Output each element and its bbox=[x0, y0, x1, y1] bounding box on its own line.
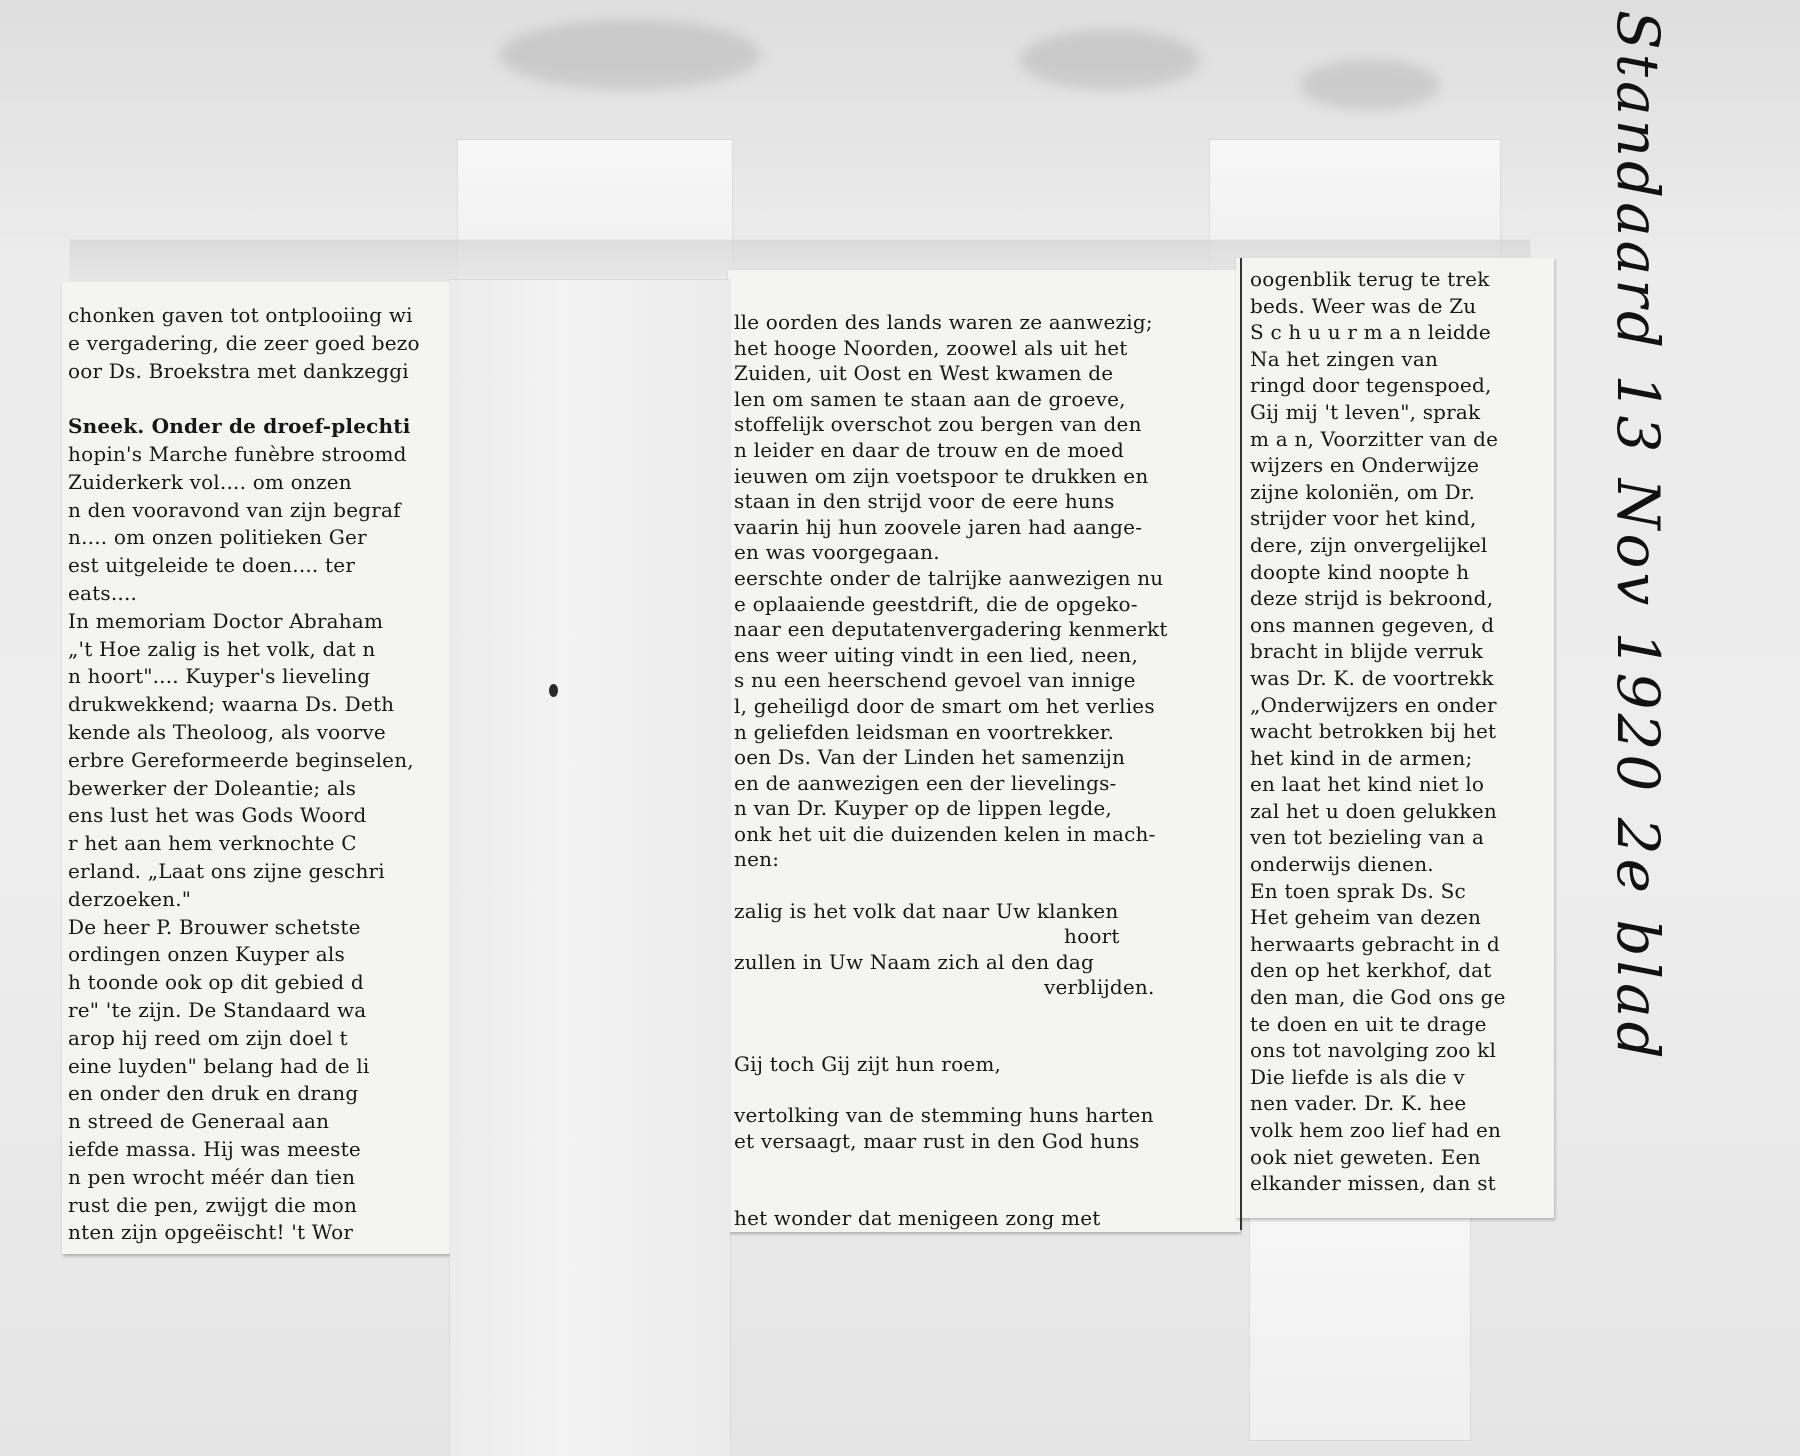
text-line: ons mannen gegeven, d bbox=[1250, 612, 1495, 637]
text-line: te doen en uit te drage bbox=[1250, 1011, 1487, 1036]
text-line: nen: bbox=[734, 847, 780, 872]
text-line: hoort bbox=[1064, 924, 1120, 949]
text-line: chonken gaven tot ontplooiing wi bbox=[68, 303, 413, 327]
text-line: volk hem zoo lief had en bbox=[1250, 1118, 1502, 1142]
text-line: n.... om onzen politieken Ger bbox=[68, 525, 367, 550]
text-line: s nu een heerschend gevoel van innige bbox=[734, 668, 1136, 693]
text-line: In memoriam Doctor Abraham bbox=[68, 608, 384, 633]
text-line: oogenblik terug te trek bbox=[1250, 267, 1490, 291]
text-line: arop hij reed om zijn doel t bbox=[68, 1025, 348, 1050]
text-line: ordingen onzen Kuyper als bbox=[68, 942, 345, 967]
text-line: Sneek. Onder de droef-plechti bbox=[68, 414, 411, 439]
text-line: het wonder dat menigeen zong met bbox=[734, 1205, 1101, 1230]
text-line bbox=[68, 385, 460, 413]
text-line: Gij toch Gij zijt hun roem, bbox=[734, 1052, 1002, 1077]
text-line: h toonde ook op dit gebied d bbox=[68, 970, 364, 995]
text-line: ens lust het was Gods Woord bbox=[68, 803, 367, 828]
text-line: derzoeken." bbox=[68, 886, 192, 911]
text-line: ons tot navolging zoo kl bbox=[1250, 1038, 1497, 1063]
right-column-text bbox=[1250, 266, 1550, 1197]
text-line: erbre Gereformeerde beginselen, bbox=[68, 747, 414, 772]
tape-strip bbox=[1250, 1200, 1470, 1440]
text-line: onk het uit die duizenden kelen in mach- bbox=[734, 821, 1156, 846]
paper-stain bbox=[1300, 60, 1440, 110]
text-line: e oplaaiende geestdrift, die de opgeko- bbox=[734, 591, 1138, 616]
text-line: dere, zijn onvergelijkel bbox=[1250, 532, 1488, 557]
text-line: den man, die God ons ge bbox=[1250, 985, 1506, 1010]
text-line: n pen wrocht méér dan tien bbox=[68, 1164, 356, 1189]
middle-column-text bbox=[734, 310, 1236, 1231]
text-line: herwaarts gebracht in d bbox=[1250, 931, 1500, 956]
text-line: verblijden. bbox=[1044, 975, 1155, 1000]
text-line: n streed de Generaal aan bbox=[68, 1109, 330, 1134]
text-line: Na het zingen van bbox=[1250, 346, 1439, 371]
text-line: ven tot bezieling van a bbox=[1250, 825, 1485, 850]
text-line: doopte kind noopte h bbox=[1250, 559, 1470, 584]
text-line: iefde massa. Hij was meeste bbox=[68, 1136, 361, 1161]
text-line: en laat het kind niet lo bbox=[1250, 772, 1485, 797]
text-line: n geliefden leidsman en voortrekker. bbox=[734, 719, 1115, 744]
text-line: stoffelijk overschot zou bergen van den bbox=[734, 412, 1142, 437]
column-rule bbox=[1240, 262, 1242, 1230]
text-line: deze strijd is bekroond, bbox=[1250, 586, 1494, 611]
text-line: staan in den strijd voor de eere huns bbox=[734, 489, 1115, 514]
handwritten-date-note: Standaard 13 Nov 1920 2e blad bbox=[1604, 10, 1672, 1063]
left-column-text bbox=[68, 302, 460, 1247]
text-line: Zuiden, uit Oost en West kwamen de bbox=[734, 361, 1114, 386]
text-line bbox=[734, 1027, 1236, 1053]
text-line: drukwekkend; waarna Ds. Deth bbox=[68, 692, 395, 717]
text-line: Die liefde is als die v bbox=[1250, 1064, 1465, 1089]
text-line: e vergadering, die zeer goed bezo bbox=[68, 330, 420, 355]
text-line: zalig is het volk dat naar Uw klanken bbox=[734, 898, 1119, 923]
text-line: et versaagt, maar rust in den God huns bbox=[734, 1129, 1140, 1153]
pin-hole bbox=[549, 684, 558, 697]
text-line: n van Dr. Kuyper op de lippen legde, bbox=[734, 796, 1112, 821]
text-line: wacht betrokken bij het bbox=[1250, 719, 1497, 744]
text-line: len om samen te staan aan de groeve, bbox=[734, 386, 1126, 411]
text-line: ens weer uiting vindt in een lied, neen, bbox=[734, 642, 1139, 667]
text-line: lle oorden des lands waren ze aanwezig; bbox=[734, 310, 1153, 334]
text-line: kende als Theoloog, als voorve bbox=[68, 719, 386, 744]
text-line: erland. „Laat ons zijne geschri bbox=[68, 858, 385, 883]
text-line: strijder voor het kind, bbox=[1250, 506, 1477, 531]
text-line: En toen sprak Ds. Sc bbox=[1250, 878, 1466, 903]
text-line: den op het kerkhof, dat bbox=[1250, 958, 1492, 983]
text-line: en de aanwezigen een der lievelings- bbox=[734, 770, 1117, 795]
text-line: oen Ds. Van der Linden het samenzijn bbox=[734, 745, 1126, 770]
clipping-left-column bbox=[62, 282, 460, 1254]
text-line: ieuwen om zijn voetspoor te drukken en bbox=[734, 463, 1149, 488]
text-line bbox=[734, 1180, 1236, 1206]
text-line bbox=[734, 1001, 1236, 1027]
text-line: wijzers en Onderwijze bbox=[1250, 453, 1480, 478]
text-line: elkander missen, dan st bbox=[1250, 1171, 1496, 1196]
text-line: Gij mij 't leven", sprak bbox=[1250, 399, 1481, 424]
text-line: est uitgeleide te doen.... ter bbox=[68, 553, 356, 578]
text-line: ook niet geweten. Een bbox=[1250, 1144, 1481, 1169]
text-line: ringd door tegenspoed, bbox=[1250, 373, 1492, 398]
text-line: Zuiderkerk vol.... om onzen bbox=[68, 469, 352, 494]
text-line: bewerker der Doleantie; als bbox=[68, 775, 357, 800]
paper-stain bbox=[1020, 30, 1200, 90]
text-line: n den vooravond van zijn begraf bbox=[68, 497, 401, 522]
text-line: r het aan hem verknochte C bbox=[68, 831, 357, 856]
text-line: het hooge Noorden, zoowel als uit het bbox=[734, 335, 1128, 360]
text-line bbox=[734, 873, 1236, 899]
text-line: n leider en daar de trouw en de moed bbox=[734, 437, 1124, 462]
text-line: eerschte onder de talrijke aanwezigen nu bbox=[734, 565, 1164, 590]
text-line: hopin's Marche funèbre stroomd bbox=[68, 441, 407, 466]
text-line: re" 'te zijn. De Standaard wa bbox=[68, 997, 367, 1022]
text-line: Het geheim van dezen bbox=[1250, 905, 1482, 930]
text-line: vertolking van de stemming huns harten bbox=[734, 1103, 1154, 1128]
text-line: S c h u u r m a n leidde bbox=[1250, 320, 1491, 345]
text-line: „'t Hoe zalig is het volk, dat n bbox=[68, 636, 376, 661]
clipping-middle-column bbox=[728, 270, 1240, 1232]
text-line: en was voorgegaan. bbox=[734, 540, 940, 565]
text-line bbox=[734, 1078, 1236, 1104]
text-line: nen vader. Dr. K. hee bbox=[1250, 1091, 1467, 1116]
text-line: l, geheiligd door de smart om het verlies bbox=[734, 693, 1155, 718]
text-line: oor Ds. Broekstra met dankzeggi bbox=[68, 358, 409, 383]
text-line: De heer P. Brouwer schetste bbox=[68, 914, 361, 939]
text-line: was Dr. K. de voortrekk bbox=[1250, 665, 1494, 690]
text-line: zijne koloniën, om Dr. bbox=[1250, 479, 1476, 504]
text-line: eine luyden" belang had de li bbox=[68, 1053, 370, 1078]
text-line: zullen in Uw Naam zich al den dag bbox=[734, 949, 1094, 974]
clipping-right-column bbox=[1236, 258, 1554, 1218]
text-line: bracht in blijde verruk bbox=[1250, 639, 1484, 664]
text-line: eats.... bbox=[68, 580, 138, 605]
text-line: onderwijs dienen. bbox=[1250, 852, 1434, 877]
text-line: nten zijn opgeëischt! 't Wor bbox=[68, 1220, 354, 1245]
text-line: rust die pen, zwijgt die mon bbox=[68, 1192, 358, 1217]
text-line: vaarin hij hun zoovele jaren had aange- bbox=[734, 514, 1143, 539]
text-line: naar een deputatenvergadering kenmerkt bbox=[734, 617, 1168, 642]
paper-stain bbox=[500, 20, 760, 90]
text-line: zal het u doen gelukken bbox=[1250, 798, 1497, 823]
center-tape-strip bbox=[450, 280, 730, 1456]
text-line: „Onderwijzers en onder bbox=[1250, 692, 1497, 717]
text-line: het kind in de armen; bbox=[1250, 745, 1473, 770]
text-line: en onder den druk en drang bbox=[68, 1081, 359, 1106]
text-line bbox=[734, 1155, 1236, 1181]
text-line: n hoort".... Kuyper's lieveling bbox=[68, 664, 371, 689]
text-line: m a n, Voorzitter van de bbox=[1250, 426, 1499, 451]
text-line: beds. Weer was de Zu bbox=[1250, 293, 1477, 318]
